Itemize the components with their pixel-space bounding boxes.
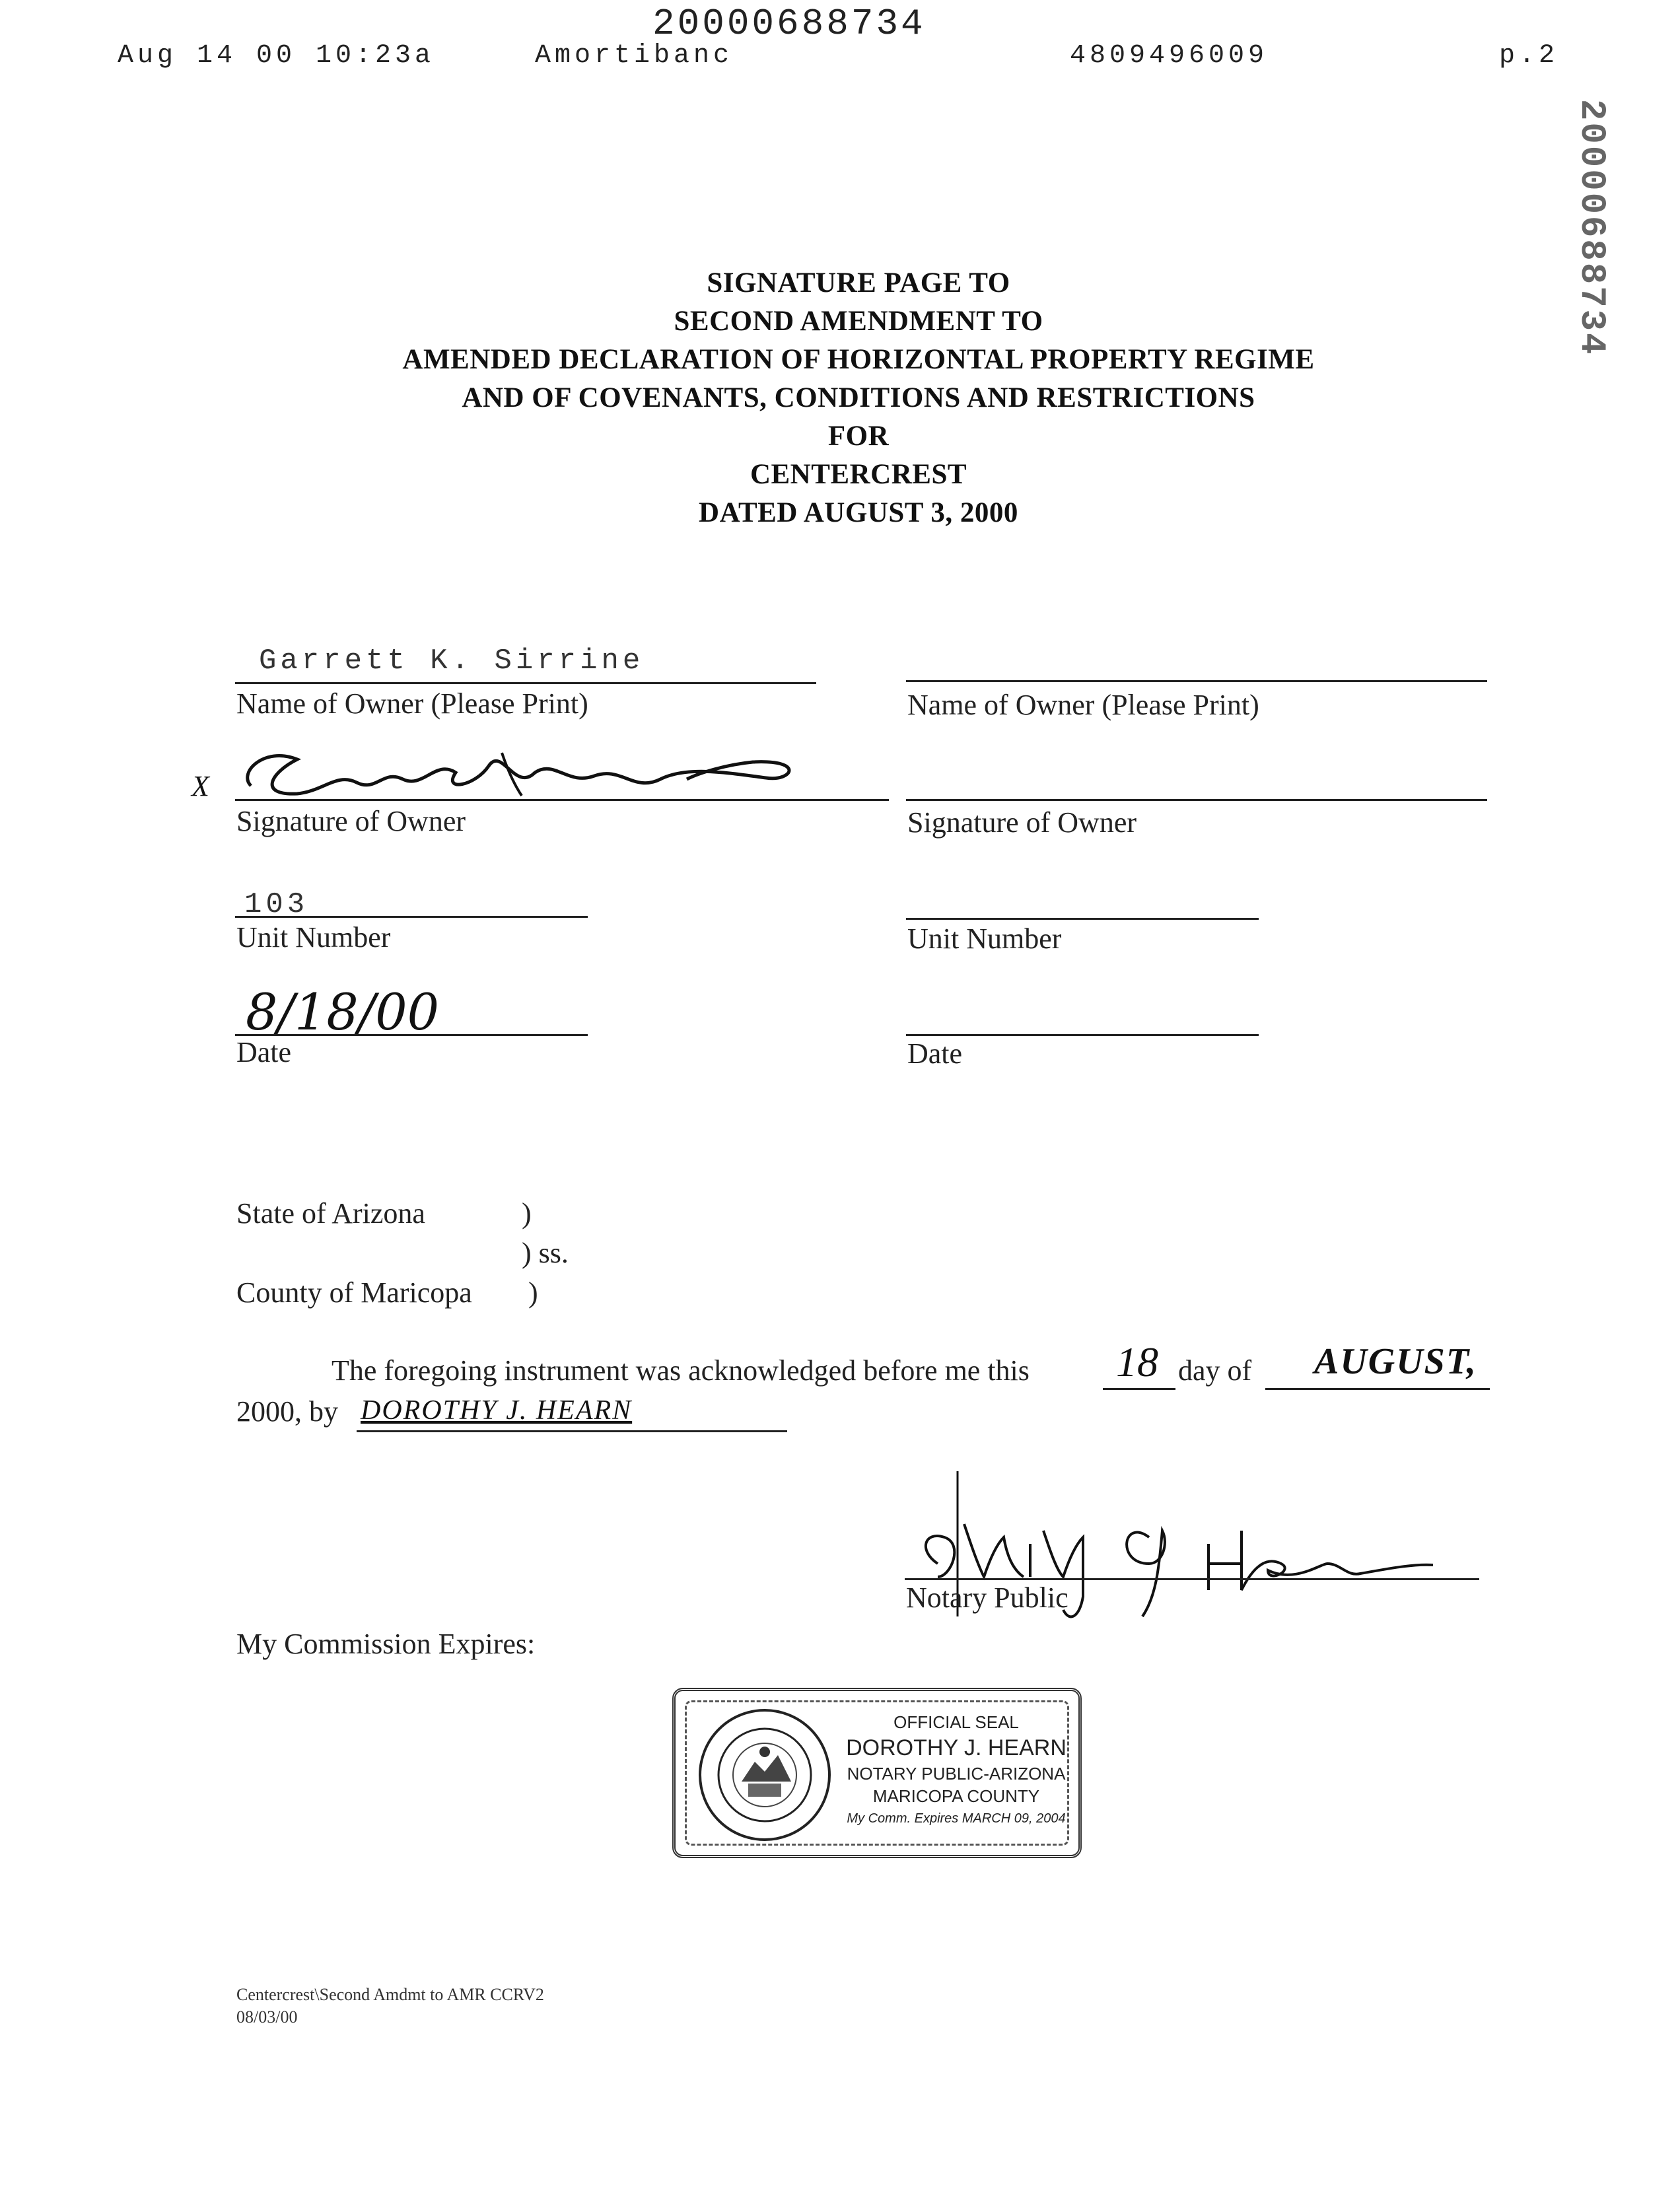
venue-county: County of Maricopa xyxy=(236,1276,472,1309)
owner1-date-value: 8/18/00 xyxy=(246,983,439,1041)
seal-notary-name: DOROTHY J. HEARN xyxy=(846,1735,1067,1760)
title-line: SIGNATURE PAGE TO xyxy=(707,267,1010,298)
commission-label: My Commission Expires: xyxy=(236,1628,536,1660)
ack-name-value: DOROTHY J. HEARN xyxy=(361,1395,633,1426)
title-line: CENTERCREST xyxy=(750,459,967,490)
fax-datetime: Aug 14 00 10:23a xyxy=(118,41,435,71)
ack-day-line xyxy=(1103,1388,1175,1390)
seal-text xyxy=(841,1711,1072,1830)
owner2-date-line xyxy=(906,1034,1259,1036)
seal-county: MARICOPA COUNTY xyxy=(872,1786,1040,1806)
ack-day-of: day of xyxy=(1178,1354,1252,1387)
document-title xyxy=(0,264,1680,532)
venue-paren-1: ) xyxy=(522,1197,532,1230)
venue-paren-2: ) xyxy=(528,1276,538,1309)
owner2-unit-line xyxy=(906,918,1259,920)
owner1-signature-line xyxy=(235,799,889,801)
title-line: SECOND AMENDMENT TO xyxy=(674,306,1043,337)
seal-expiration: My Comm. Expires MARCH 09, 2004 xyxy=(847,1811,1066,1826)
footer-file-path: Centercrest\Second Amdmt to AMR CCRV2 xyxy=(236,1985,544,2004)
owner1-unit-label: Unit Number xyxy=(236,921,391,954)
ack-month-line xyxy=(1265,1388,1490,1390)
venue-state: State of Arizona xyxy=(236,1197,425,1230)
fax-phone: 4809496009 xyxy=(1070,41,1269,71)
owner2-name-line xyxy=(906,680,1487,682)
owner2-unit-label: Unit Number xyxy=(907,922,1062,955)
title-line: AMENDED DECLARATION OF HORIZONTAL PROPERTY REGIME xyxy=(402,344,1315,375)
fax-page: p.2 xyxy=(1499,41,1559,71)
owner1-signature-label: Signature of Owner xyxy=(236,805,466,837)
notary-line xyxy=(905,1578,1479,1580)
ack-year-by: 2000, by xyxy=(236,1395,338,1428)
state-seal-icon xyxy=(695,1706,834,1844)
owner2-signature-label: Signature of Owner xyxy=(907,806,1137,839)
notary-seal xyxy=(672,1688,1082,1858)
footer-date: 08/03/00 xyxy=(236,2007,298,2027)
title-line: DATED AUGUST 3, 2000 xyxy=(699,497,1018,528)
ack-name-line xyxy=(357,1430,787,1432)
title-line: FOR xyxy=(827,421,890,452)
ack-month-value: AUGUST, xyxy=(1314,1341,1477,1382)
fax-sender: Amortibanc xyxy=(535,41,734,71)
ack-text: The foregoing instrument was acknowledged before me this xyxy=(332,1354,1030,1387)
owner1-unit-line xyxy=(235,916,588,918)
signature-x-mark: X xyxy=(192,770,209,802)
owner2-signature-line xyxy=(906,799,1487,801)
venue-ss: ) ss. xyxy=(522,1237,569,1269)
owner1-name-label: Name of Owner (Please Print) xyxy=(236,687,588,720)
owner2-date-label: Date xyxy=(907,1037,963,1070)
title-line: AND OF COVENANTS, CONDITIONS AND RESTRICTIONS xyxy=(462,382,1255,413)
ack-day-value: 18 xyxy=(1116,1338,1158,1385)
seal-notary-public: NOTARY PUBLIC-ARIZONA xyxy=(847,1764,1066,1784)
owner1-name-value: Garrett K. Sirrine xyxy=(259,644,645,677)
seal-official: OFFICIAL SEAL xyxy=(893,1712,1019,1732)
notary-label: Notary Public xyxy=(906,1581,1068,1614)
owner1-date-label: Date xyxy=(236,1036,292,1068)
document-number: 20000688734 xyxy=(652,3,926,45)
owner1-name-line xyxy=(235,682,816,684)
owner1-unit-value: 103 xyxy=(244,888,309,921)
owner2-name-label: Name of Owner (Please Print) xyxy=(907,689,1259,721)
side-stamp: 20000688734 xyxy=(1571,99,1611,357)
